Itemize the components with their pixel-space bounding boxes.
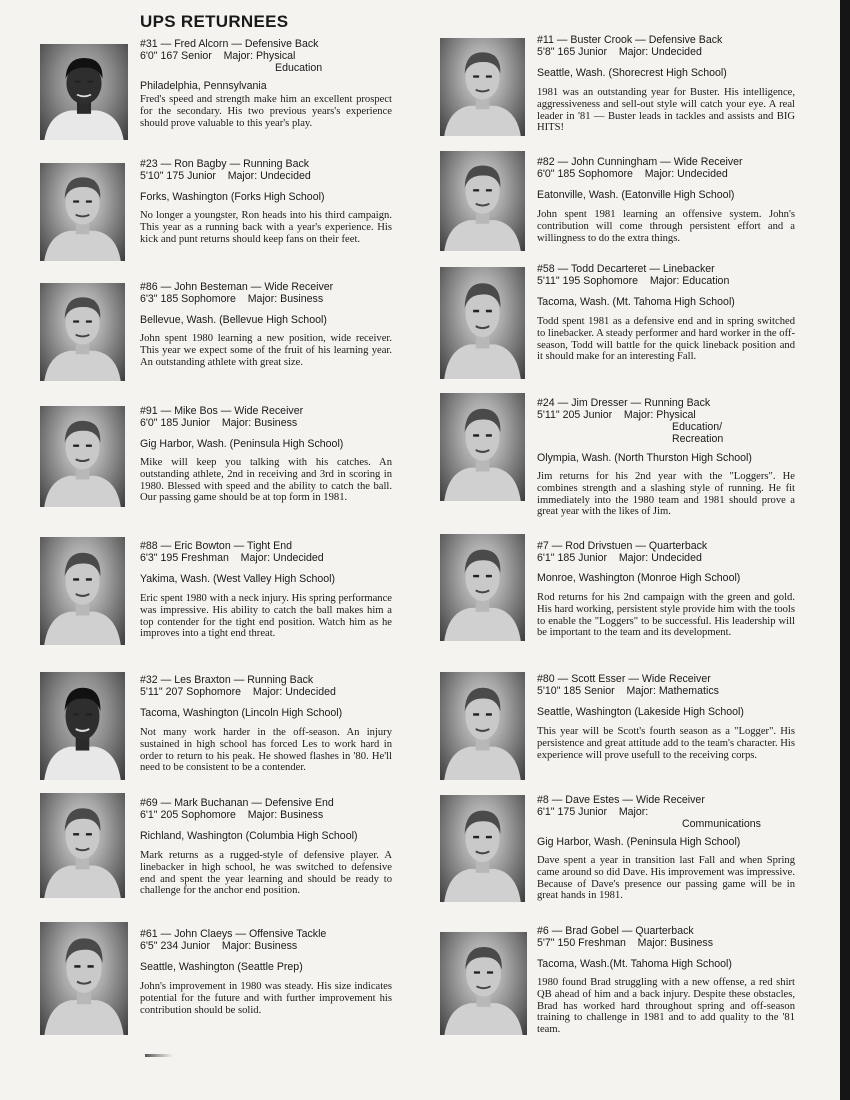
- player-name: Dave Estes: [565, 794, 620, 806]
- player-weight: 207: [165, 686, 184, 698]
- player-number: #24: [537, 397, 555, 409]
- player-class-year: Sophomore: [578, 168, 633, 180]
- player-major: Business: [280, 809, 324, 821]
- player-name: Buster Crook: [570, 34, 633, 46]
- major-label: Major:: [649, 275, 680, 287]
- player-position: Running Back: [243, 158, 310, 170]
- player-stats: [537, 409, 696, 421]
- player-height: 5'11": [537, 275, 560, 287]
- dash-separator: —: [635, 540, 646, 552]
- player-height: 5'10": [537, 685, 561, 697]
- player-position: Linebacker: [662, 263, 715, 275]
- scan-mark: [145, 1054, 173, 1057]
- player-class-year: Freshman: [181, 552, 229, 564]
- player-position: Wide Receiver: [264, 281, 334, 293]
- dash-separator: —: [160, 158, 172, 170]
- player-hometown: Bellevue, Wash. (Bellevue High School): [140, 314, 327, 326]
- player-class-year: Sophomore: [181, 293, 236, 305]
- player-portrait-photo: [440, 267, 525, 379]
- player-portrait-photo: [440, 38, 525, 136]
- player-name: Mark Buchanan: [174, 797, 249, 809]
- player-number: #69: [140, 797, 158, 809]
- player-major: Undecided: [273, 552, 324, 564]
- player-heading: [537, 34, 722, 46]
- player-bio: Eric spent 1980 with a neck injury. His spring performance was impressive. His ability to catch the ball makes him a top contender for the tight end position. Watch him as he improves into a tight end threat.: [140, 593, 392, 640]
- dash-separator: —: [622, 794, 634, 806]
- player-weight: 195: [562, 275, 581, 287]
- player-number: #82: [537, 156, 555, 168]
- player-name: Les Braxton: [174, 674, 231, 686]
- player-number: #58: [537, 263, 555, 275]
- player-major: Business: [280, 293, 324, 305]
- dash-separator: —: [229, 158, 241, 170]
- player-position: Quarterback: [648, 540, 708, 552]
- player-weight: 205: [562, 409, 581, 421]
- player-weight: 175: [166, 170, 185, 182]
- player-hometown: Seattle, Washington (Seattle Prep): [140, 961, 303, 973]
- player-portrait-photo: [40, 406, 125, 507]
- player-class-year: Sophomore: [186, 686, 242, 698]
- major-label: Major:: [227, 170, 258, 182]
- player-number: #7: [537, 540, 549, 552]
- player-stats: [140, 50, 295, 62]
- player-hometown: Seattle, Wash. (Shorecrest High School): [537, 67, 727, 79]
- dash-separator: —: [660, 156, 671, 168]
- player-name: Jim Dresser: [571, 397, 628, 409]
- player-weight: 165: [557, 46, 576, 58]
- player-portrait-photo: [440, 151, 525, 251]
- dash-separator: —: [621, 925, 633, 937]
- player-bio: 1981 was an outstanding year for Buster. His intelligence, aggressiveness and sell-out style will catch your eye. A real leader in '81 — Buster leads in tackles and assists and BIG HITS!: [537, 87, 795, 134]
- player-stats: [140, 809, 323, 821]
- player-hometown: Tacoma, Wash.(Mt. Tahoma High School): [537, 958, 732, 970]
- player-weight: 234: [160, 940, 179, 952]
- player-stats: [537, 685, 719, 697]
- dash-separator: —: [557, 673, 569, 685]
- player-position: Defensive Back: [648, 34, 723, 46]
- player-major: Physical: [255, 50, 296, 62]
- player-name: Eric Bowton: [174, 540, 231, 552]
- player-stats: [140, 940, 297, 952]
- player-name: Todd Decarteret: [571, 263, 647, 275]
- player-major-continued: Education: [275, 62, 323, 74]
- major-label: Major:: [247, 809, 278, 821]
- player-stats: [537, 937, 713, 949]
- player-height: 6'5": [140, 940, 158, 952]
- player-stats: [140, 170, 311, 182]
- player-bio: Not many work harder in the off-season. An injury sustained in high school has forced Les to work hard in order to return to his peak. He showed flashes in '80. He'll need to be consistent to be a contender.: [140, 727, 392, 774]
- player-hometown: Tacoma, Wash. (Mt. Tahoma High School): [537, 296, 735, 308]
- player-position: Defensive Back: [244, 38, 319, 50]
- player-stats: [537, 46, 702, 58]
- player-heading: [537, 397, 710, 409]
- player-position: Wide Receiver: [234, 405, 304, 417]
- player-major: Business: [670, 937, 714, 949]
- player-hometown: Olympia, Wash. (North Thurston High School): [537, 452, 752, 464]
- player-bio: John's improvement in 1980 was steady. His size indicates potential for the future and with further improvement his contribution should be solid.: [140, 981, 392, 1016]
- player-portrait-photo: [440, 932, 527, 1035]
- player-heading: [140, 38, 318, 50]
- player-heading: [537, 156, 743, 168]
- major-label: Major:: [221, 940, 252, 952]
- player-weight: 175: [557, 806, 576, 818]
- dash-separator: —: [630, 397, 642, 409]
- player-number: #23: [140, 158, 158, 170]
- player-name: Brad Gobel: [565, 925, 619, 937]
- player-portrait-photo: [40, 672, 125, 780]
- player-class-year: Sophomore: [181, 809, 236, 821]
- player-weight: 185: [160, 417, 179, 429]
- player-bio: Fred's speed and strength make him an excellent prospect for the secondary. His two previous years's experience should prove valuable to this year's play.: [140, 94, 392, 129]
- player-weight: 167: [160, 50, 179, 62]
- player-stats: [140, 293, 323, 305]
- player-number: #32: [140, 674, 158, 686]
- player-position: Tight End: [247, 540, 292, 552]
- player-height: 6'0": [140, 417, 158, 429]
- player-hometown: Richland, Washington (Columbia High School): [140, 830, 358, 842]
- player-hometown: Philadelphia, Pennsylvania: [140, 80, 267, 92]
- player-bio: This year will be Scott's fourth season as a "Logger". His persistence and great attitude add to the team's character. His experience will prove usefull to the receiving corps.: [537, 726, 795, 761]
- major-label: Major:: [618, 806, 649, 818]
- player-hometown: Gig Harbor, Wash. (Peninsula High School): [537, 836, 741, 848]
- dash-separator: —: [160, 797, 172, 809]
- player-height: 6'1": [140, 809, 158, 821]
- player-class-year: Junior: [181, 940, 211, 952]
- player-number: #6: [537, 925, 549, 937]
- player-hometown: Gig Harbor, Wash. (Peninsula High School): [140, 438, 344, 450]
- player-bio: John spent 1981 learning an offensive system. John's contribution will come through persistent effort and a willingness to do the extra things.: [537, 209, 795, 244]
- player-bio: No longer a youngster, Ron heads into his third campaign. This year as a running back with a year's experience. His kick and punt returns should keep fans on their feet.: [140, 210, 392, 245]
- player-class-year: Junior: [578, 806, 608, 818]
- player-major-continued: Communications: [682, 818, 761, 830]
- player-name: John Besteman: [174, 281, 248, 293]
- player-heading: [537, 263, 715, 275]
- player-portrait-photo: [440, 393, 525, 501]
- player-number: #80: [537, 673, 555, 685]
- player-weight: 185: [160, 293, 179, 305]
- player-weight: 150: [557, 937, 576, 949]
- dash-separator: —: [160, 405, 172, 417]
- player-class-year: Senior: [584, 685, 615, 697]
- player-height: 5'7": [537, 937, 555, 949]
- player-portrait-photo: [40, 44, 128, 140]
- player-number: #91: [140, 405, 158, 417]
- player-hometown: Forks, Washington (Forks High School): [140, 191, 325, 203]
- player-bio: John spent 1980 learning a new position, wide receiver. This year we expect some of the fruit of his learning year. An outstanding athlete with great size.: [140, 333, 392, 368]
- dash-separator: —: [635, 34, 646, 46]
- player-hometown: Monroe, Washington (Monroe High School): [537, 572, 741, 584]
- player-weight: 185: [563, 685, 582, 697]
- player-position: Wide Receiver: [673, 156, 743, 168]
- dash-separator: —: [160, 674, 172, 686]
- dash-separator: —: [551, 925, 563, 937]
- player-height: 6'1": [537, 806, 555, 818]
- player-portrait-photo: [40, 163, 125, 261]
- player-number: #31: [140, 38, 158, 50]
- player-height: 5'8": [537, 46, 555, 58]
- player-hometown: Eatonville, Wash. (Eatonville High School): [537, 189, 735, 201]
- dash-separator: —: [160, 38, 172, 50]
- player-name: Scott Esser: [571, 673, 626, 685]
- major-label: Major:: [223, 50, 254, 62]
- major-label: Major:: [644, 168, 675, 180]
- player-major: Education: [682, 275, 730, 287]
- player-major: Business: [254, 940, 298, 952]
- player-bio: Todd spent 1981 as a defensive end and in spring switched to linebacker. A steady performer and hard worker in the off-season, Todd will battle for the quick lineback position and it should make for an interesting Fall.: [537, 316, 795, 363]
- player-portrait-photo: [440, 795, 525, 902]
- player-position: Wide Receiver: [635, 794, 705, 806]
- player-heading: [537, 540, 707, 552]
- player-portrait-photo: [40, 537, 125, 645]
- player-major: Undecided: [651, 552, 702, 564]
- player-stats: [140, 552, 324, 564]
- player-position: Offensive Tackle: [248, 928, 327, 940]
- player-major: Undecided: [651, 46, 702, 58]
- player-heading: [140, 797, 334, 809]
- player-hometown: Yakima, Wash. (West Valley High School): [140, 573, 336, 585]
- player-height: 6'3": [140, 552, 158, 564]
- player-major: Physical: [656, 409, 696, 421]
- player-heading: [140, 540, 292, 552]
- player-portrait-photo: [40, 793, 125, 898]
- major-label: Major:: [637, 937, 668, 949]
- player-stats: [537, 168, 728, 180]
- player-bio: Jim returns for his 2nd year with the "Loggers". He combines strength and a slashing style of running. He fit immediately into the 1980 team and 1981 should prove a great year with the likes of Jim.: [537, 471, 795, 518]
- player-bio: Dave spent a year in transition last Fall and when Spring came around so did Dave. His improvement was impressive. Because of Dave's presence our passing game will be in great hands in 1981.: [537, 855, 795, 902]
- player-height: 6'1": [537, 552, 555, 564]
- dash-separator: —: [649, 263, 660, 275]
- player-major: Undecided: [285, 686, 336, 698]
- player-position: Running Back: [644, 397, 711, 409]
- player-stats: [537, 552, 702, 564]
- dash-separator: —: [160, 540, 172, 552]
- player-stats: [537, 806, 648, 818]
- player-weight: 185: [557, 168, 576, 180]
- player-heading: [140, 405, 303, 417]
- major-label: Major:: [252, 686, 283, 698]
- major-label: Major:: [221, 417, 252, 429]
- player-bio: 1980 found Brad struggling with a new offense, a red shirt QB ahead of him and a back injury. Despite these obstacles, Brad has worked hard throughout spring and off-season training to challenge in 1981 and to add quality to the '81 team.: [537, 977, 795, 1036]
- player-number: #61: [140, 928, 158, 940]
- player-bio: Mark returns as a rugged-style of defensive player. A linebacker in high school, he was switched to defensive end and spent the year learning and should be ready to challenge for the anchor end position.: [140, 850, 392, 897]
- player-class-year: Junior: [578, 46, 608, 58]
- page-edge-shadow: [840, 0, 850, 1100]
- player-name: Mike Bos: [174, 405, 218, 417]
- dash-separator: —: [231, 38, 242, 50]
- player-position: Wide Receiver: [641, 673, 711, 685]
- player-class-year: Junior: [583, 409, 613, 421]
- player-heading: [537, 673, 711, 685]
- dash-separator: —: [251, 797, 262, 809]
- player-heading: [537, 925, 694, 937]
- player-major: Business: [254, 417, 298, 429]
- player-weight: 195: [160, 552, 179, 564]
- player-height: 6'0": [140, 50, 158, 62]
- player-name: Fred Alcorn: [174, 38, 229, 50]
- major-label: Major:: [618, 46, 649, 58]
- player-class-year: Freshman: [578, 937, 626, 949]
- player-number: #88: [140, 540, 158, 552]
- major-label: Major:: [626, 685, 656, 697]
- player-class-year: Junior: [578, 552, 608, 564]
- player-name: John Claeys: [174, 928, 233, 940]
- player-weight: 185: [557, 552, 576, 564]
- player-class-year: Junior: [181, 417, 211, 429]
- dash-separator: —: [250, 281, 262, 293]
- player-major: Undecided: [260, 170, 311, 182]
- player-height: 5'11": [537, 409, 560, 421]
- player-heading: [140, 928, 326, 940]
- player-class-year: Sophomore: [583, 275, 639, 287]
- dash-separator: —: [160, 281, 172, 293]
- player-hometown: Seattle, Washington (Lakeside High School): [537, 706, 744, 718]
- player-portrait-photo: [440, 534, 525, 641]
- player-stats: [140, 686, 336, 698]
- major-label: Major:: [240, 552, 271, 564]
- player-number: #8: [537, 794, 549, 806]
- dash-separator: —: [557, 156, 569, 168]
- dash-separator: —: [233, 540, 245, 552]
- player-class-year: Junior: [187, 170, 216, 182]
- player-class-year: Senior: [181, 50, 212, 62]
- player-height: 6'3": [140, 293, 158, 305]
- player-portrait-photo: [40, 922, 128, 1035]
- player-heading: [537, 794, 705, 806]
- player-position: Defensive End: [264, 797, 334, 809]
- dash-separator: —: [628, 673, 639, 685]
- player-heading: [140, 674, 313, 686]
- player-height: 5'11": [140, 686, 163, 698]
- player-major-continued: Education/ Recreation: [672, 421, 724, 445]
- dash-separator: —: [551, 794, 563, 806]
- dash-separator: —: [556, 34, 568, 46]
- dash-separator: —: [160, 928, 172, 940]
- player-number: #86: [140, 281, 158, 293]
- player-major: Undecided: [677, 168, 728, 180]
- player-weight: 205: [160, 809, 179, 821]
- dash-separator: —: [551, 540, 563, 552]
- dash-separator: —: [235, 928, 247, 940]
- player-height: 5'10": [140, 170, 164, 182]
- player-bio: Rod returns for his 2nd campaign with the green and gold. His hard working, persistent style provide him with the tools to enable the "Loggers" to be successful. His leadership will be important to the team and its development.: [537, 592, 795, 639]
- player-heading: [140, 281, 333, 293]
- major-label: Major:: [247, 293, 278, 305]
- player-height: 6'0": [537, 168, 555, 180]
- player-position: Quarterback: [635, 925, 694, 937]
- player-portrait-photo: [440, 672, 525, 780]
- player-hometown: Tacoma, Washington (Lincoln High School): [140, 707, 343, 719]
- major-label: Major:: [623, 409, 654, 421]
- player-name: Ron Bagby: [174, 158, 227, 170]
- player-name: Rod Drivstuen: [565, 540, 633, 552]
- player-position: Running Back: [247, 674, 314, 686]
- player-major: Mathematics: [658, 685, 719, 697]
- dash-separator: —: [233, 674, 245, 686]
- player-portrait-photo: [40, 283, 125, 381]
- player-name: John Cunningham: [571, 156, 658, 168]
- player-bio: Mike will keep you talking with his catches. An outstanding athlete, 2nd in receiving and 3rd in scoring in 1980. Blessed with speed and the ability to catch the ball. Our passing game should be at top form in 1981.: [140, 457, 392, 504]
- dash-separator: —: [220, 405, 232, 417]
- player-stats: [140, 417, 297, 429]
- dash-separator: —: [557, 263, 569, 275]
- player-number: #11: [537, 34, 554, 46]
- page-title: UPS RETURNEES: [140, 12, 289, 31]
- player-heading: [140, 158, 309, 170]
- major-label: Major:: [618, 552, 649, 564]
- player-stats: [537, 275, 729, 287]
- dash-separator: —: [557, 397, 569, 409]
